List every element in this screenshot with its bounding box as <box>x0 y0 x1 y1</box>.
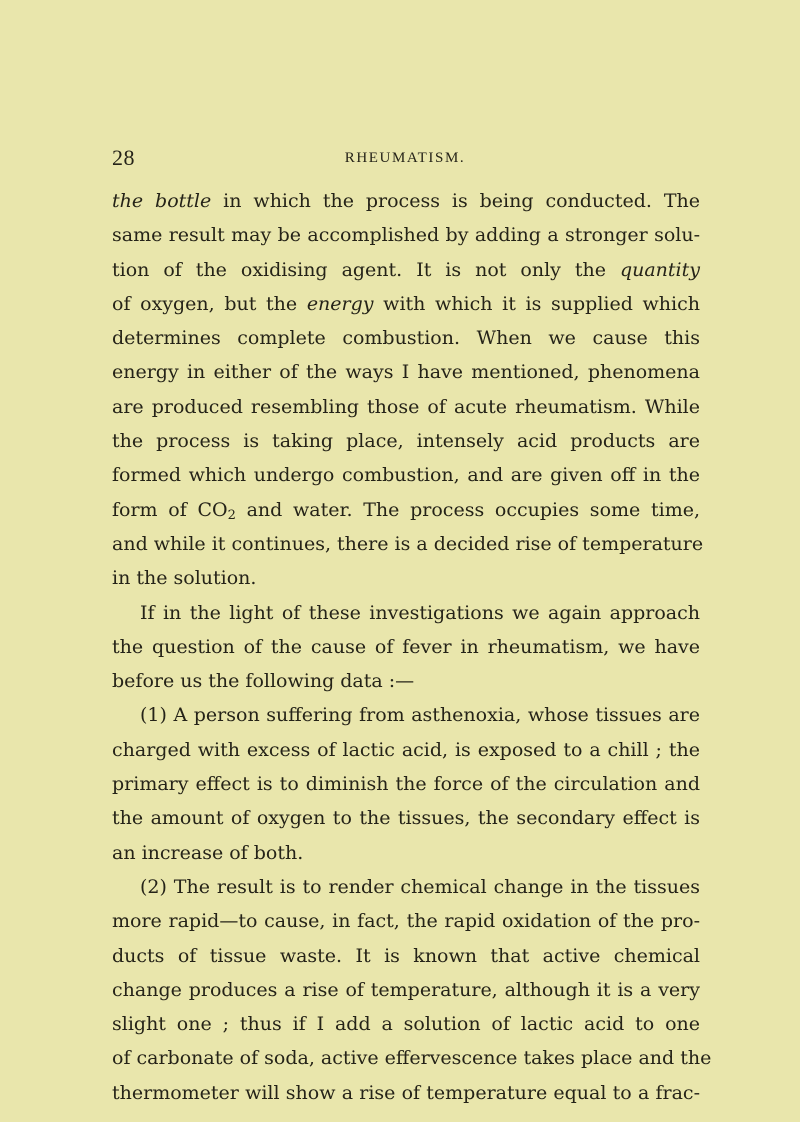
italic-word: quantity <box>619 258 700 281</box>
text-line: the amount of oxygen to the tissues, the secondary effect is <box>112 807 700 830</box>
text-line <box>112 253 700 287</box>
text-line: ducts of tissue waste. It is known that active chemical <box>112 944 700 967</box>
text-line <box>112 493 700 527</box>
text-span: with which it is supplied which <box>373 292 700 315</box>
text-line: more rapid—to cause, in fact, the rapid oxidation of the pro- <box>112 910 700 933</box>
text-line <box>112 287 700 321</box>
text-line: same result may be accomplished by adding a stronger solu- <box>112 224 700 247</box>
text-line: the process is taking place, intensely acid products are <box>112 430 700 453</box>
text-span: tion of the oxidising agent. It is not only the <box>112 258 620 281</box>
text-line: energy in either of the ways I have mentioned, phenomena <box>112 361 700 384</box>
text-line: thermometer will show a rise of temperature equal to a frac- <box>112 1081 700 1104</box>
text-line: are produced resembling those of acute rheumatism. While <box>112 395 700 418</box>
text-span: of oxygen, but the <box>112 292 307 315</box>
text-span: and water. The process occupies some time, <box>235 498 700 521</box>
page-header <box>112 145 698 171</box>
subscript: 2 <box>227 507 236 523</box>
text-span: form of CO <box>112 498 228 521</box>
text-line: primary effect is to diminish the force of the circulation and <box>112 773 700 796</box>
text-line: formed which undergo combustion, and are given off in the <box>112 464 700 487</box>
text-line-paragraph-start: (2) The result is to render chemical change in the tissues <box>140 875 700 898</box>
italic-word: energy <box>306 292 374 315</box>
text-line: determines complete combustion. When we cause this <box>112 327 700 350</box>
text-line: charged with excess of lactic acid, is exposed to a chill ; the <box>112 738 700 761</box>
text-line: of carbonate of soda, active effervescence takes place and the <box>112 1047 712 1070</box>
text-line-paragraph-end: in the solution. <box>112 567 257 590</box>
text-line-paragraph-start: If in the light of these investigations we again approach <box>140 601 700 624</box>
italic-phrase: the bottle <box>112 190 212 212</box>
text-span: in which the process is being conducted. The <box>211 190 700 212</box>
page-number: 28 <box>112 145 135 170</box>
text-line: and while it continues, there is a decided rise of temperature <box>112 532 704 555</box>
text-line-paragraph-end: before us the following data :— <box>112 670 415 693</box>
text-line <box>112 184 700 218</box>
running-title: RHEUMATISM. <box>344 150 466 166</box>
text-line: change produces a rise of temperature, although it is a very <box>112 978 700 1001</box>
text-line-paragraph-end: an increase of both. <box>112 841 304 864</box>
text-line: slight one ; thus if I add a solution of lactic acid to one <box>112 1013 700 1036</box>
text-line-paragraph-start: (1) A person suffering from asthenoxia, whose tissues are <box>140 704 700 727</box>
body-text <box>112 184 712 1110</box>
text-line: the question of the cause of fever in rheumatism, we have <box>112 635 700 658</box>
